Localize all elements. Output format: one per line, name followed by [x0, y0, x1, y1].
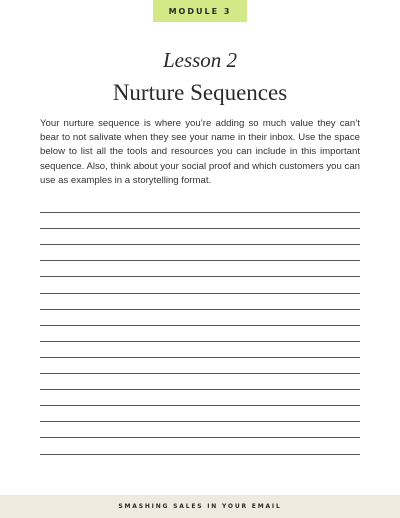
writing-line[interactable]	[40, 405, 360, 406]
writing-line[interactable]	[40, 276, 360, 277]
lesson-label: Lesson 2	[162, 48, 238, 72]
footer-band	[0, 495, 400, 518]
module-tab	[153, 0, 247, 22]
writing-line[interactable]	[40, 325, 360, 326]
writing-line[interactable]	[40, 228, 360, 229]
footer-text: SMASHING SALES IN YOUR EMAIL	[118, 503, 282, 510]
writing-line[interactable]	[40, 260, 360, 261]
writing-line[interactable]	[40, 437, 360, 438]
writing-line[interactable]	[40, 357, 360, 358]
writing-line[interactable]	[40, 454, 360, 455]
page-title: Nurture Sequences	[112, 80, 288, 105]
module-label: MODULE 3	[168, 6, 232, 16]
writing-line[interactable]	[40, 373, 360, 374]
writing-line[interactable]	[40, 212, 360, 213]
writing-line[interactable]	[40, 309, 360, 310]
writing-line[interactable]	[40, 341, 360, 342]
writing-line[interactable]	[40, 421, 360, 422]
writing-line[interactable]	[40, 293, 360, 294]
writing-line[interactable]	[40, 389, 360, 390]
intro-paragraph: Your nurture sequence is where you’re adding so much value they can’t bear to not salivate when they see your name in their inbox. Use the space below to list all the tools and resources you can include in this important sequence. Also, think about your social proof and which customers you can use as examples in a storytelling format.	[40, 118, 360, 186]
writing-line[interactable]	[40, 244, 360, 245]
